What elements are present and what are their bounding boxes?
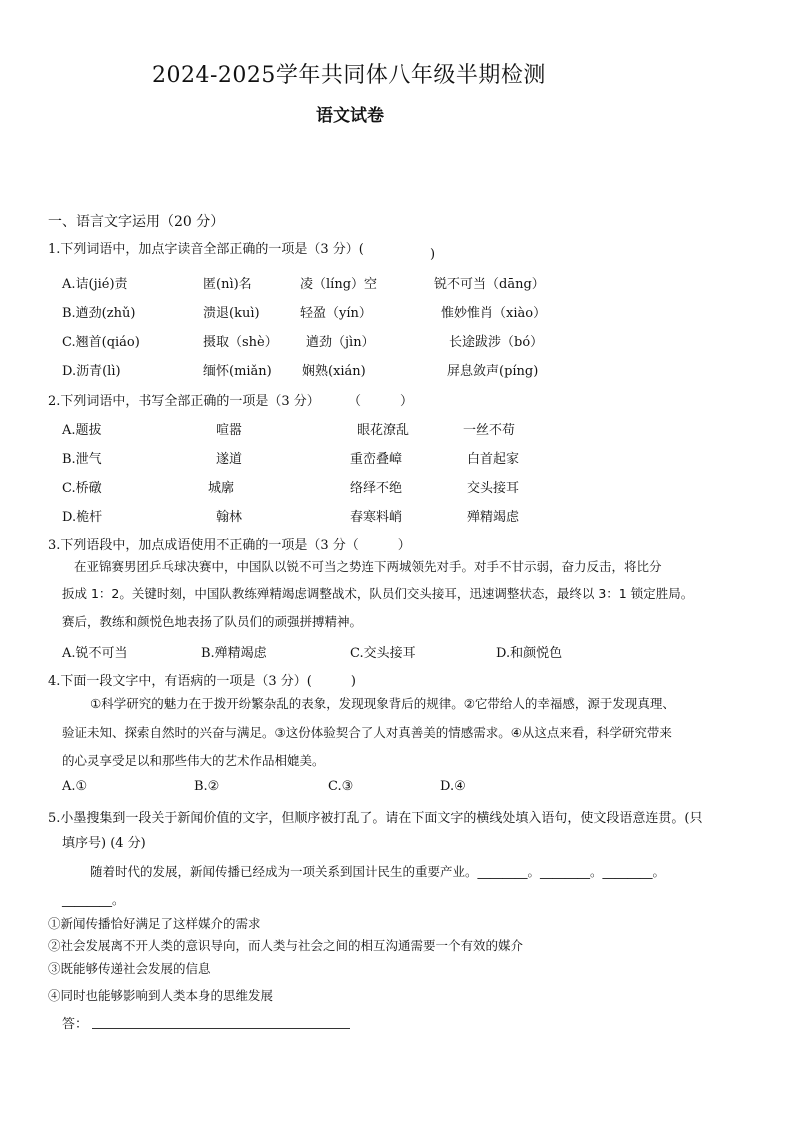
q3-option-c: C.交头接耳 <box>350 646 416 661</box>
q5-item-3: ③既能够传递社会发展的信息 <box>48 961 211 976</box>
exam-subtitle: 语文试卷 <box>316 106 384 126</box>
q2-option-c-4: 交头接耳 <box>467 481 520 496</box>
q1-option-b-4: 惟妙惟肖（xiào） <box>441 306 547 321</box>
q4-option-c: C.③ <box>328 779 354 794</box>
q1-option-a-3: 凌（líng）空 <box>300 277 378 292</box>
q4-passage-line-1: ①科学研究的魅力在于拨开纷繁杂乱的表象，发现现象背后的规律。②它带给人的幸福感，源于发现真理、 <box>90 696 675 711</box>
q2-option-c-2: 城廓 <box>208 481 235 496</box>
q3-passage-line-1: 在亚锦赛男团乒乓球决赛中，中国队以锐不可当之势连下两城领先对手。对手不甘示弱，奋力反击，将比分 <box>74 559 662 574</box>
answer-blank[interactable] <box>92 1028 350 1029</box>
q2-option-a-3: 眼花潦乱 <box>357 423 410 438</box>
question-3-stem: 3.下列语段中，加点成语使用不正确的一项是（3 分（ ） <box>48 538 411 553</box>
q5-passage-line-2: ________。 <box>62 892 125 907</box>
q1-option-d-4: 屏息敛声(píng) <box>447 364 539 379</box>
q2-option-b-4: 白首起家 <box>467 452 520 467</box>
q1-option-b-2: 溃退(kuì) <box>203 306 260 321</box>
q2-option-d-4: 殚精竭虑 <box>467 510 520 525</box>
question-1-paren: ) <box>430 247 436 262</box>
q2-option-a-4: 一丝不苟 <box>463 423 516 438</box>
q2-option-c-1: C.桥礅 <box>62 481 102 496</box>
q2-option-a-1: A.题拔 <box>62 423 102 438</box>
section-title: 一、语言文字运用（20 分） <box>48 214 225 230</box>
question-1-stem: 1.下列词语中，加点字读音全部正确的一项是（3 分）( <box>48 242 364 257</box>
q3-option-a: A.锐不可当 <box>62 646 128 661</box>
q1-option-c-2: 摄取（shè） <box>203 335 278 350</box>
answer-label: 答： <box>62 1017 89 1032</box>
q1-option-a-1: A.诘(jié)责 <box>62 277 128 292</box>
q2-option-d-1: D.桅杆 <box>62 510 103 525</box>
q1-option-d-3: 娴熟(xián) <box>302 364 366 379</box>
q1-option-a-2: 匿(nì)名 <box>203 277 252 292</box>
q5-passage-line-1: 随着时代的发展，新闻传播已经成为一项关系到国计民生的重要产业。________。________。________。 <box>90 864 666 879</box>
question-2-stem: 2.下列词语中，书写全部正确的一项是（3 分） <box>48 394 320 409</box>
q2-option-d-2: 翰林 <box>216 510 243 525</box>
question-5-stem-line-2: 填序号) (4 分) <box>62 836 146 851</box>
q1-option-a-4: 锐不可当（dāng） <box>434 277 545 292</box>
q4-passage-line-3: 的心灵享受足以和那些伟大的艺术作品相媲美。 <box>62 753 325 768</box>
q5-item-2: ②社会发展离不开人类的意识导向，而人类与社会之间的相互沟通需要一个有效的媒介 <box>48 938 524 953</box>
q3-passage-line-3: 赛后，教练和颜悦色地表扬了队员们的顽强拼搏精神。 <box>62 614 363 629</box>
q2-option-a-2: 喧嚣 <box>216 423 243 438</box>
q3-passage-line-2: 扳成 1：2。关键时刻，中国队教练殚精竭虑调整战术，队员们交头接耳，迅速调整状态，最终以 3：1 锁定胜局。 <box>62 586 694 601</box>
q1-option-c-3: 遒劲（jìn） <box>306 335 375 350</box>
q3-option-d: D.和颜悦色 <box>496 646 563 661</box>
q5-item-1: ①新闻传播恰好满足了这样媒介的需求 <box>48 916 261 931</box>
q1-option-c-1: C.翘首(qiáo) <box>62 335 140 350</box>
q4-option-b: B.② <box>194 779 220 794</box>
q2-option-b-3: 重峦叠嶂 <box>350 452 403 467</box>
exam-title: 2024-2025学年共同体八年级半期检测 <box>152 63 546 88</box>
q4-passage-line-2: 验证未知、探索自然时的兴奋与满足。③这份体验契合了人对真善美的情感需求。④从这点来看，科学研究带来 <box>62 725 672 740</box>
q1-option-b-1: B.遒劲(zhǔ) <box>62 306 136 321</box>
q2-option-d-3: 春寒料峭 <box>350 510 403 525</box>
question-5-stem-line-1: 5.小墨搜集到一段关于新闻价值的文字，但顺序被打乱了。请在下面文字的横线处填入语句，使文段语意连贯。(只 <box>48 811 703 826</box>
q4-option-d: D.④ <box>440 779 466 794</box>
q2-option-b-2: 遂道 <box>216 452 243 467</box>
q1-option-d-2: 缅怀(miǎn) <box>203 364 272 379</box>
question-2-paren: （ ） <box>348 394 414 409</box>
q1-option-c-4: 长途跋涉（bó） <box>449 335 544 350</box>
q2-option-c-3: 络绎不绝 <box>350 481 403 496</box>
q5-item-4: ④同时也能够影响到人类本身的思维发展 <box>48 988 274 1003</box>
q1-option-b-3: 轻盈（yín） <box>300 306 372 321</box>
q1-option-d-1: D.沥青(lì) <box>62 364 121 379</box>
question-4-stem: 4.下面一段文字中，有语病的一项是（3 分）( ) <box>48 674 356 689</box>
q3-option-b: B.殚精竭虑 <box>201 646 267 661</box>
q4-option-a: A.① <box>62 779 88 794</box>
q2-option-b-1: B.泄气 <box>62 452 102 467</box>
